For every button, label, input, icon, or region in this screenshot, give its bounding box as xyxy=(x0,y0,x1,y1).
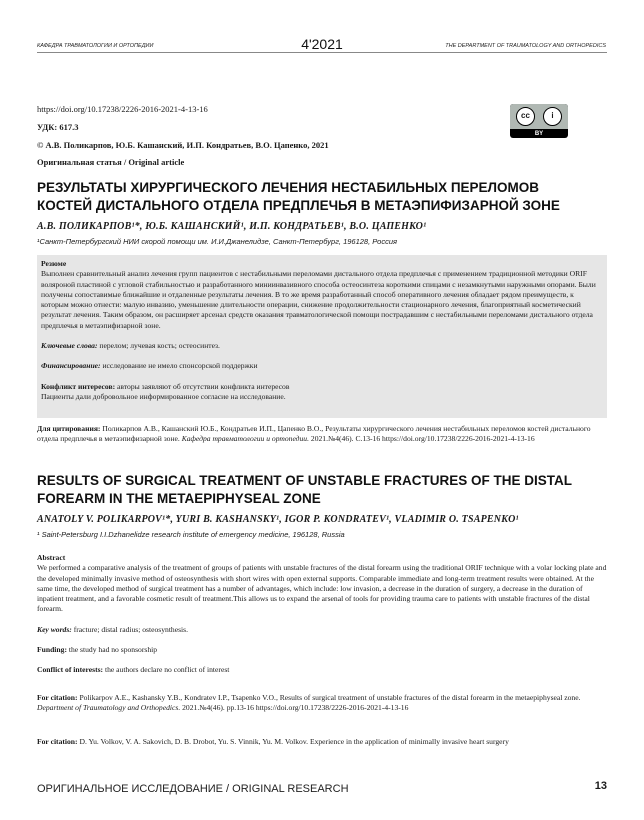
citation-journal-ru: Кафедра травматологии и ортопедии. xyxy=(181,434,309,444)
citation2-label-en: For citation: xyxy=(37,737,78,746)
authors-russian: А.В. ПОЛИКАРПОВ¹*, Ю.Б. КАШАНСКИЙ¹, И.П. КОНДРАТЬЕВ¹, В.О. ЦАПЕНКО¹ xyxy=(37,221,427,232)
cc-by-label: BY xyxy=(534,131,544,137)
citation-main-en: Polikarpov A.E., Kashansky Y.B., Kondratev I.P., Tsapenko V.O., Results of surgical treatment of unstable fractures of the distal forearm in the metaepiphyseal zone. xyxy=(77,693,581,702)
creative-commons-icon: cc xyxy=(516,107,535,126)
title-russian: РЕЗУЛЬТАТЫ ХИРУРГИЧЕСКОГО ЛЕЧЕНИЯ НЕСТАБИЛЬНЫХ ПЕРЕЛОМОВ КОСТЕЙ ДИСТАЛЬНОГО ОТДЕЛА ПРЕДПЛЕЧЬЯ В МЕТАЭПИФИЗАРНОЙ ЗОНЕ xyxy=(37,180,560,213)
page-number: 13 xyxy=(594,780,607,792)
citation-main-ru: Поликарпов А.В., Кашанский Ю.Б., Кондратьев И.П., Цапенко В.О., Результаты хирургического лечения нестабильных переломов костей дистального отдела предплечья в метаэпифизарной зоне. xyxy=(37,424,591,444)
udk-code: УДК: 617.3 xyxy=(37,122,79,132)
funding-en xyxy=(37,645,607,655)
abstract-block-english xyxy=(37,549,607,687)
abstract-section-ru xyxy=(41,259,603,331)
doi-link[interactable]: https://doi.org/10.17238/2226-2016-2021-4-13-16 xyxy=(37,104,208,114)
citation-label-ru: Для цитирования: xyxy=(37,424,101,433)
citation-english-second xyxy=(37,737,607,747)
funding-label-ru: Финансирование: xyxy=(41,361,101,371)
abstract-text-ru: Выполнен сравнительный анализ лечения групп пациентов с нестабильными переломами дистального отдела предплечья с применением традиционной методики ORIF воляроной пластиной с угловой стабильностью и разработанного миниинвазивного способа остеосинтеза короткими спицами с незамкнутыми наружными опорами. Были получены сопоставимые ближайшие и отдаленные результаты лечения. В то же время разработанный способ оперативного лечения обладает рядом преимуществ, к которым можно отнести: малую инвазию, уменьшение длительности операции, снижение продолжительности стационарного лечения, благоприятный косметический результат лечения. Таким образом, он расширяет арсенал средств оказания травматологической помощи пострадавшим с нестабильными переломами дистального отдела предплечья в метаэпифизарной зоне. xyxy=(41,269,596,330)
header-divider xyxy=(37,52,607,53)
citation-tail-ru: 2021.№4(46). С.13-16 https://doi.org/10.17238/2226-2016-2021-4-13-16 xyxy=(309,434,535,444)
keywords-value-ru: перелом; лучевая кость; остеосинтез. xyxy=(97,341,220,351)
conflict-value-ru: авторы заявляют об отсутствии конфликта интересов xyxy=(115,381,290,391)
abstract-text-en: We performed a comparative analysis of the treatment of groups of patients with unstable fractures of the distal forearm using the traditional ORIF technique with a volar locking plate and the developed minimally invasive method of osteosynthesis with short wires with open external supports. Comparable immediate and long-term treatment results were obtained. At the same time, the developed method of surgical treatment has a number of advantages, which include: low invasion, a decrease in the duration of surgery, a decrease in the duration of inpatient treatment, and a favorable cosmetic result of treatment.This allows us to expand the arsenal of tools for providing trauma care to patients with unstable fractures of the distal forearm. xyxy=(37,563,607,614)
keywords-label-en: Key words: xyxy=(37,624,72,634)
footer-section-name: ОРИГИНАЛЬНОЕ ИССЛЕДОВАНИЕ / ORIGINAL RESEARCH xyxy=(37,783,349,795)
article-type: Оригинальная статья / Original article xyxy=(37,157,185,167)
affiliation-russian: ¹Санкт-Петербургский НИИ скорой помощи им. И.И.Джанелидзе, Санкт-Петербург, 196128, Россия xyxy=(37,237,398,246)
keywords-value-en: fracture; distal radius; osteosynthesis. xyxy=(71,624,189,634)
funding-value-ru: исследование не имело спонсорской поддержки xyxy=(100,361,258,371)
issue-number: 4'2021 xyxy=(301,36,343,52)
affiliation-english: ¹ Saint-Petersburg I.I.Dzhanelidze research institute of emergency medicine, 196128, Russia xyxy=(37,530,345,539)
cc-by-license-badge[interactable] xyxy=(510,104,568,138)
funding-ru xyxy=(41,361,603,371)
consent-ru: Пациенты дали добровольное информированное согласие на исследование. xyxy=(41,391,286,401)
keywords-ru xyxy=(41,341,603,351)
citation-english xyxy=(37,693,607,714)
conflict-en xyxy=(37,665,607,675)
running-header-right: THE DEPARTMENT OF TRAUMATOLOGY AND ORTHOPEDICS xyxy=(445,43,606,49)
citation-tail-en: 2021.№4(46). pp.13-16 https://doi.org/10.17238/2226-2016-2021-4-13-16 xyxy=(180,703,409,713)
abstract-label-en: Abstract xyxy=(37,553,66,562)
abstract-label-ru: Резюме xyxy=(41,259,67,268)
conflict-label-en: Conflict of interests: xyxy=(37,665,104,675)
conflict-label-ru: Конфликт интересов: xyxy=(41,381,116,391)
funding-value-en: the study had no sponsorship xyxy=(66,645,158,655)
funding-label-en: Funding: xyxy=(37,645,67,655)
keywords-label-ru: Ключевые слова: xyxy=(41,341,98,351)
abstract-section-en xyxy=(37,553,607,615)
citation-label-en: For citation: xyxy=(37,693,78,702)
citation-russian xyxy=(37,424,607,445)
conflict-value-en: the authors declare no conflict of interest xyxy=(103,665,230,675)
citation2-text-en: D. Yu. Volkov, V. A. Sakovich, D. B. Drobot, Yu. S. Vinnik, Yu. M. Volkov. Experience in the application of minimally invasive heart surgery xyxy=(77,737,509,746)
attribution-person-icon: i xyxy=(543,107,562,126)
keywords-en xyxy=(37,625,607,635)
title-english: RESULTS OF SURGICAL TREATMENT OF UNSTABLE FRACTURES OF THE DISTAL FOREARM IN THE METAEPIPHYSEAL ZONE xyxy=(37,473,572,506)
abstract-box-russian xyxy=(37,255,607,418)
running-header-left: КАФЕДРА ТРАВМАТОЛОГИИ И ОРТОПЕДИИ xyxy=(37,43,154,49)
conflict-ru xyxy=(41,382,603,403)
cc-badge-top xyxy=(510,104,568,129)
authors-english: ANATOLY V. POLIKARPOV¹*, YURI B. KASHANSKY¹, IGOR P. KONDRATEV¹, VLADIMIR O. TSAPENKO¹ xyxy=(37,514,519,525)
copyright-line: © А.В. Поликарпов, Ю.Б. Кашанский, И.П. Кондратьев, В.О. Цапенко, 2021 xyxy=(37,140,329,150)
citation-journal-en: Department of Traumatology and Orthopedics. xyxy=(37,703,181,713)
